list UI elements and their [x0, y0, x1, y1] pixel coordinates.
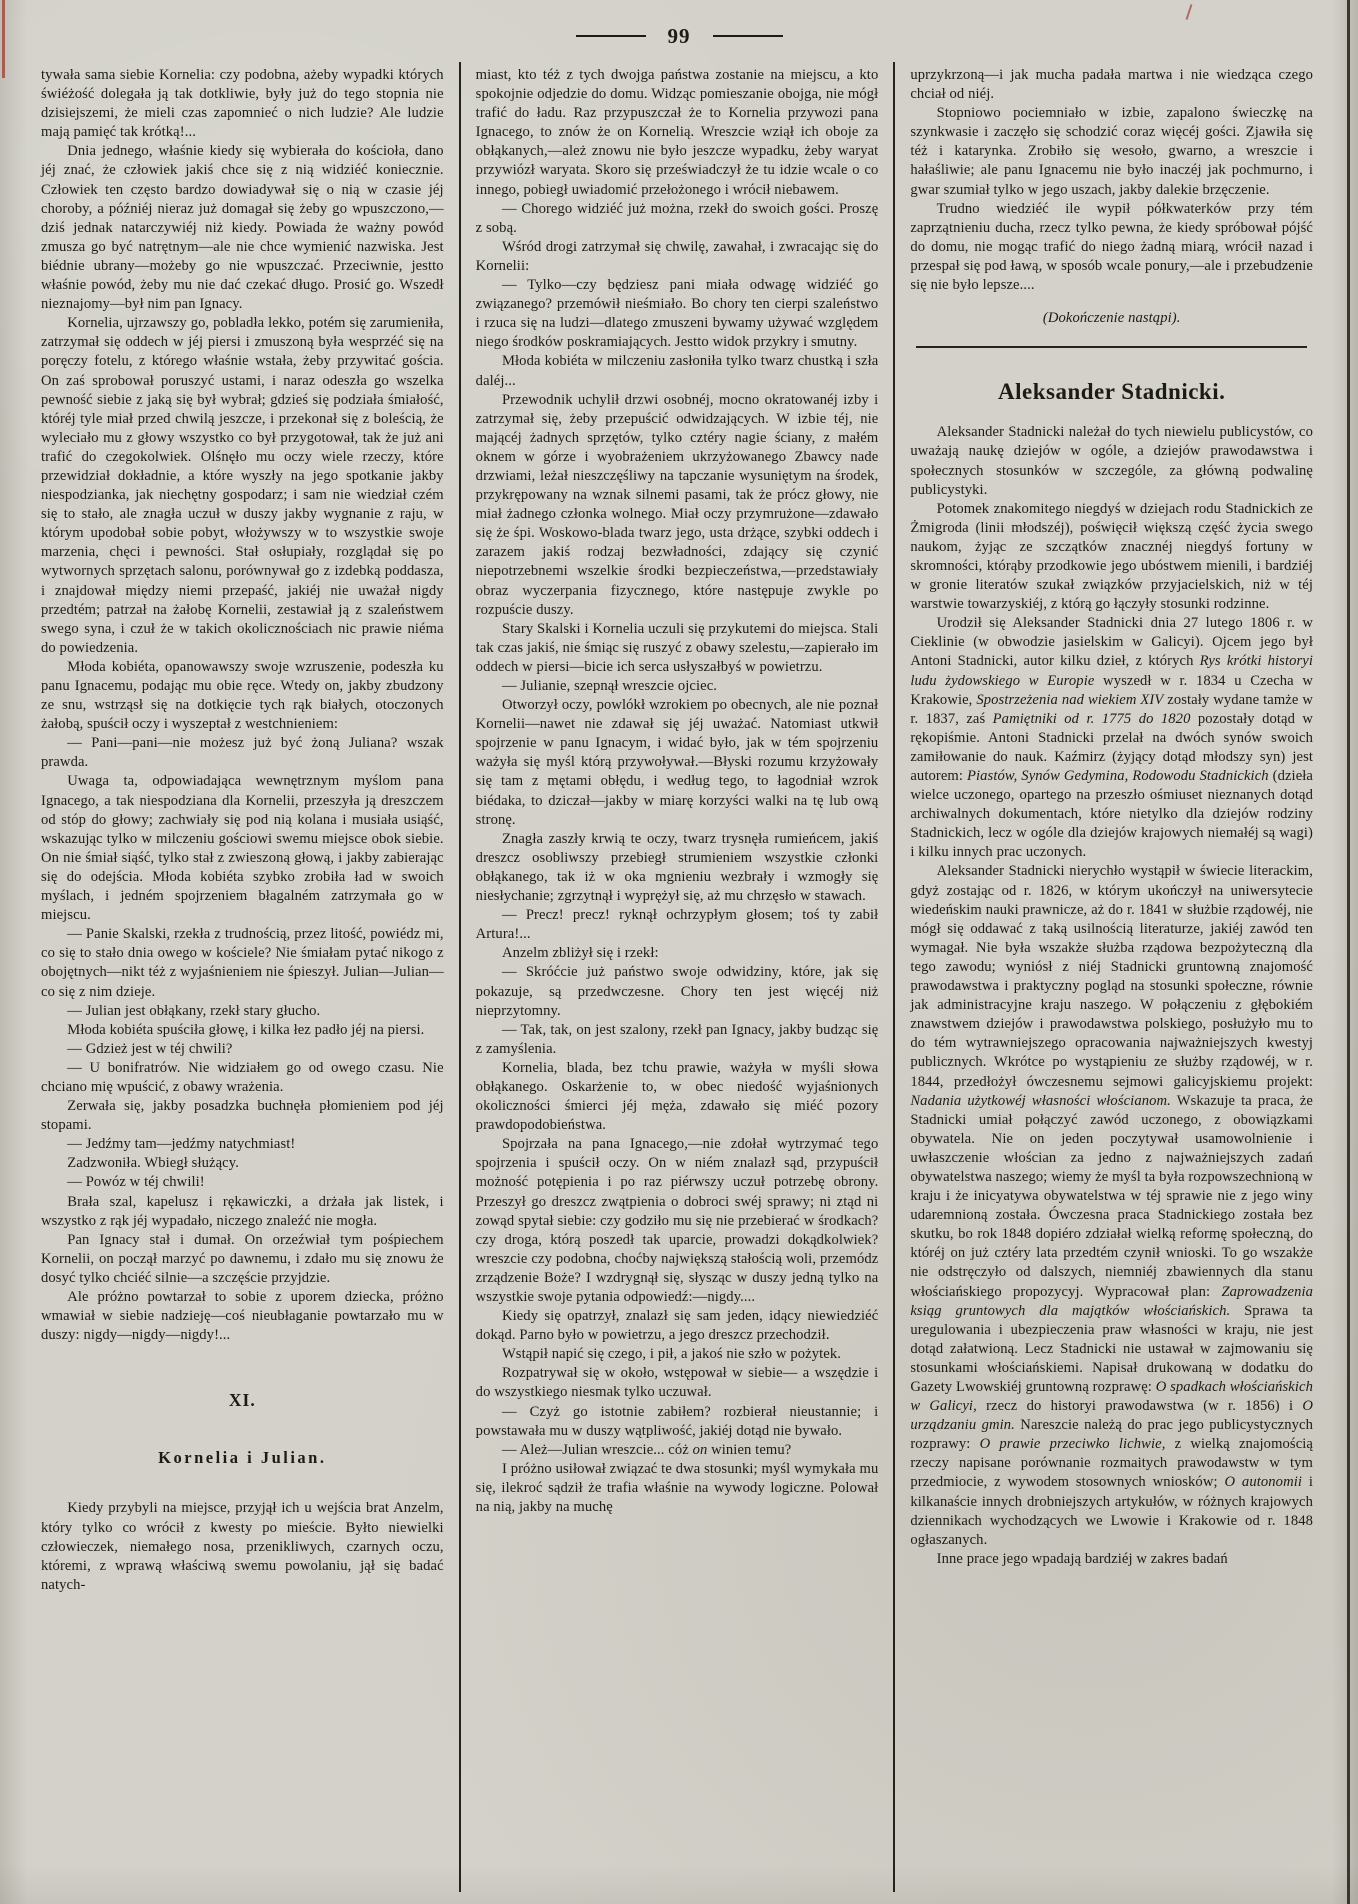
paragraph: [476, 1059, 879, 1135]
text-run: Inne prace jego wpadają bardziéj w zakres badań: [936, 1550, 1228, 1567]
paragraph: [476, 1135, 879, 1307]
paragraph: [476, 391, 879, 620]
page-number-dash-left: [576, 35, 646, 37]
paragraph: [476, 238, 879, 276]
text-run: Wskazuje ta praca, że Stadnicki umiał połączyć zawód uczonego, z obowiązkami obywatela. Nie on jeden poczytywał usamowolnienie i uwłaszczenie włościan za jedno z najważniejszych zadań obywatelstwa naszego; wiemy że myśl ta była rozpowszechnioną w kraju i że inicyatywa obywatelstwa w téj sprawie nie z jego winy udaremnioną została. Ówczesna praca Stadnickiego została bez skutku, bo rok 1848 dopiéro zdziałał wielką reformę społeczną, do któréj on już cztéry lata przedtém czynił wnioski. To go wszakże nie odstręczyło od dalszych, niemniéj zbawiennych dla stanu włościańskiego propozycyj. Wypracował plan:: [910, 1092, 1314, 1300]
text-run: Zerwała się, jakby posadzka buchnęła płomieniem pod jéj stopami.: [41, 1098, 444, 1134]
text-run: miast, kto téż z tych dwojga państwa zostanie na miejscu, a kto spokojnie odjedzie do domu. Widząc pomieszanie obojga, nie mógł trafić do ładu. Raz przypuszczał że to Kornelia przywozi pana Ignacego, to znów że on Kornelią. Wreszcie wziął ich oboje za obłąkanych,—ależ znowu nie było jeszcze wypadku, żeby waryat przywiózł waryata. Skoro się przeświadczył że tu idzie wcale o co innego, pobiegł uwiadomić przełożonego i wrócił niebawem.: [475, 67, 879, 198]
text-run: Stary Skalski i Kornelia uczuli się przykutemi do miejsca. Stali tak czas jakiś, nie śmiąc się ruszyć z obawy szelestu,—zapierało im oddech w piersi—bicie ich serca usłyszałbyś w powietrzu.: [475, 620, 879, 675]
paragraph: [476, 1441, 879, 1460]
paragraph: [476, 963, 879, 1020]
text-run: Brała szal, kapelusz i rękawiczki, a drżała jak listek, i wszystko z rąk jéj wypadało, niczego znaleźć nie mogła.: [41, 1193, 444, 1229]
text-run: uprzykrzoną—i jak mucha padała martwa i nie wiedząca czego chciał od niéj.: [910, 67, 1314, 103]
text-run: Sprawa ta uregulowania i ubezpieczenia praw własności w kraju, nie jest dotąd załatwioną. Lecz Stadnicki nie ustawał w zajmowaniu się stosunkami włościańskiemi. Napisał drukowaną w dodatku do Gazety Lwowskiéj gruntowną rozprawę:: [910, 1302, 1314, 1395]
paragraph: [476, 352, 879, 390]
paragraph: [41, 734, 444, 772]
paragraph: [910, 423, 1313, 499]
text-run: Aleksander Stadnicki.: [998, 379, 1226, 405]
text-run: Ale próżno powtarzał to sobie z uporem dziecka, próżno wmawiał w siebie nadzieję—coś nieubłaganie powtarzało mu w duszy: nigdy—nigdy—nigdy!...: [41, 1289, 444, 1344]
paragraph: [476, 1021, 879, 1059]
continuation-note: [910, 309, 1313, 328]
paragraph: [476, 1345, 879, 1364]
text-run: — Jedźmy tam—jedźmy natychmiast!: [67, 1136, 296, 1153]
text-run: Stopniowo pociemniało w izbie, zapalono świeczkę na szynkwasie i zaczęło się schodzić coraz więcéj gości. Zjawiła się téż i katarynka. Zrobiło się wesoło, gwarno, a wreszcie i hałaśliwie; ale panu Ignacemu nie było inaczéj jak pochmurno, i gwar szumiał tylko w jego uszach, jakby dalekie brzęczenie.: [910, 105, 1314, 198]
paragraph: [41, 142, 444, 314]
text-column-2: [459, 62, 894, 1892]
paragraph: [910, 614, 1313, 862]
italic-text-run: Pamiętniki od r. 1775 do 1820: [992, 710, 1191, 727]
text-column-1: [26, 62, 459, 1892]
paragraph: [41, 314, 444, 658]
text-run: Kornelia, blada, bez tchu prawie, ważyła w myśli słowa obłąkanego. Oskarżenie to, w obec niedość wyjaśnionych okoliczności śmierci jéj męża, zdawało się miéć pozory prawdopodobieństwa.: [475, 1059, 879, 1134]
italic-text-run: Piastów, Synów Gedymina, Rodowodu Stadnickich: [966, 768, 1269, 784]
text-run: — Tylko—czy będziesz pani miała odwagę widziéć go związanego? przemówił nieśmiało. Bo chory ten cierpi szaleństwo i rzuca się na ludzi—dlatego zmuszeni bywamy używać względem niego środków poskramiających. Jestto widok przykry i smutny.: [475, 277, 879, 351]
paragraph-continuation: [476, 66, 879, 200]
text-run: Przewodnik uchylił drzwi osobnéj, mocno okratowanéj izby i zatrzymał się, żeby przepuścić odwidzających. W izbie téj, nie mającéj żadnych sprzętów, tylko cztéry nagie ściany, z małém oknem w górze i wyobrażeniem ukrzyżowanego Zbawcy nade drzwiami, leżał nieszczęśliwy na tapczanie wysuniętym na środek, przykrępowany na wznak silnemi pasami, tak że prócz głowy, nie miał żadnego członka wolnego. Miał oczy przymrużone—zdawało się że śpi. Woskowo-blada twarz jego, usta drżące, szybki oddech i zarazem jakiś rodzaj bezwładności, zdający się czynić niepotrzebnemi wszelkie środki bezpieczeństwa,—przedstawiały obraz wyczerpania fizycznego, które następuje zwykle po rozpuście duszy.: [475, 391, 879, 618]
italic-text-run: O spadkach włościańskich w Galicyi,: [910, 1379, 1314, 1415]
paragraph: [41, 1288, 444, 1345]
paragraph-continuation: [41, 66, 444, 142]
text-run: Młoda kobiéta spuściła głowę, i kilka łez padło jéj na piersi.: [67, 1021, 425, 1038]
text-run: XI.: [228, 1390, 256, 1411]
paragraph: [41, 1154, 444, 1173]
text-column-3: [893, 62, 1328, 1892]
paragraph: [41, 1097, 444, 1135]
text-run: z wielką znajomością rzeczy napisane porównanie rozmaitych prawodawstw w tym przedmiocie, z wywodem stosownych wniosków;: [910, 1436, 1314, 1491]
text-run: i kilkanaście innych drobniejszych artykułów, w różnych krajowych dziennikach wychodzących we Lwowie i Krakowie od r. 1848 ogłaszanych.: [910, 1474, 1314, 1548]
paragraph: [41, 1173, 444, 1192]
section-divider: [916, 346, 1307, 348]
italic-text-run: O urządzaniu gmin.: [910, 1398, 1314, 1434]
text-run: Młoda kobiéta w milczeniu zasłoniła tylko twarz chustką i szła daléj...: [475, 353, 879, 389]
paragraph: [476, 276, 879, 352]
paragraph: [41, 772, 444, 925]
text-run: — Julianie, szepnął wreszcie ojciec.: [501, 678, 718, 694]
text-run: (dzieła wielce uczonego, opartego na przeszło ośmiuset nieznanych dotąd archiwalnych dokumentach, które nietylko dla dziejów rodziny Stadnickich, lecz w ogóle dla dziejów krajowych niemałéj są wagi) i kilku innych prac uczonych.: [910, 768, 1314, 861]
scan-artifact-red-line: [2, 0, 5, 78]
text-run: wyszedł w r. 1834 u Czecha w Krakowie,: [910, 672, 1314, 708]
italic-text-run: Spostrzeżenia nad wiekiem XIV: [976, 691, 1164, 708]
text-run: Kiedy się opatrzył, znalazł się sam jeden, idący niewiedziéć dokąd. Parno było w powietrzu, a jego dreszcz przechodził.: [475, 1308, 879, 1344]
text-run: Zadzwoniła. Wbiegł służący.: [67, 1155, 239, 1172]
text-run: — Ależ—Julian wreszcie... cóż: [501, 1441, 693, 1458]
italic-text-run: Nadania użytkowéj własności włościanom.: [910, 1092, 1171, 1109]
text-run: Aleksander Stadnicki nierychło wystąpił w świecie literackim, gdyż zostając od r. 1826, w którym ukończył na uniwersytecie wiedeńskim nauki prawnicze, aż do r. 1841 w służbie rządowéj, nie mógł się oddawać z taką usilnością literaturze, jakiéj zawód ten wymagał. Nie była wszakże służba rządowa bezpożyteczną dla tego zawodu; wyniósł z niéj Stadnicki gruntowną znajomość prawodawstwa i praktyczny pogląd na stosunki społeczne, równie jak administracyjne kraju naszego. W połączeniu z głębokiém znawstwem dziejów i prawodawstwa polskiego, posłużyło mu to do tém wytrawniejszego opracowania najważniejszych kwestyj publicznych. Wkrótce po wystąpieniu ze służby rządowéj, w r. 1844, przedłożył ówczesnemu sejmowi galicyjskiemu projekt:: [910, 863, 1314, 1090]
page-number: 99: [667, 23, 691, 48]
paragraph: [41, 658, 444, 734]
italic-text-run: on: [692, 1441, 708, 1458]
paragraph: [41, 1002, 444, 1021]
text-run: Urodził się Aleksander Stadnicki dnia 27 lutego 1806 r. w Cieklinie (w obwodzie jasielskim w Galicyi). Ojcem jego był Antoni Stadnicki, autor kilku dzieł, z których: [910, 615, 1314, 670]
text-run: Młoda kobiéta, opanowawszy swoje wzruszenie, podeszła ku panu Ignacemu, podając mu obie ręce. Wtedy on, jakby zbudzony ze snu, wstrząsł się na dotkięcie tych rąk białych, otoczonych żałobą, spuścił oczy i wyszeptał z westchnieniem:: [41, 658, 444, 733]
text-run: (Dokończenie nastąpi).: [1042, 310, 1181, 327]
text-run: winien temu?: [707, 1441, 792, 1458]
text-run: Rozpatrywał się w około, wstępował w siebie— a wszędzie i do wszystkiego niesmak tylko uczuwał.: [475, 1365, 879, 1401]
paragraph: [476, 1403, 879, 1441]
paragraph: [476, 677, 879, 696]
paragraph: [910, 500, 1313, 615]
paragraph: [476, 830, 879, 906]
text-run: tywała sama siebie Kornelia: czy podobna, ażeby wypadki których świéżość dolegała ją tak dotkliwie, były już do tego stopnia nie dzisiejszemi, że mieli czas zapomnieć o nich ludzie? Ale ludzie mają pamięć tak krótką!...: [41, 67, 444, 141]
text-run: Nareszcie należą do prac jego publicystycznych rozprawy:: [910, 1417, 1314, 1453]
text-run: I próżno usiłował związać te dwa stosunki; myśl wymykała mu się, ilekroć sądził że trafia właśnie na wywody logiczne. Polował na nią, jakby na muchę: [475, 1460, 879, 1516]
text-run: — Precz! precz! ryknął ochrzypłym głosem; toś ty zabił Artura!...: [475, 907, 879, 943]
text-run: Uwaga ta, odpowiadająca wewnętrznym myślom pana Ignacego, a tak niespodziana dla Kornelii, przeszyła ją dreszczem od stóp do głowy; zachwiały się pod nią kolana i musiała usiąść, wskazując tylko w milczeniu gościowi swemu miejsce obok siebie. On nie śmiał siąść, tylko stał z zwieszoną głową, i jakby zabierając się do odejścia. Młoda kobiéta szybko zrobiła ład w swoich myślach, i jedném spojrzeniem błagalném zatrzymała go w miejscu.: [41, 773, 444, 924]
text-run: Kornelia, ujrzawszy go, pobladła lekko, potém się zarumieniła, zatrzymał się oddech w jéj piersi i zmuszoną była wesprzéć się na poręczy fotelu, z którego właśnie wstała, żeby przywitać gościa. On zaś sprobował poruszyć ustami, i naraz odeszła go wszelka pewność siebie z jaką się był wybrał; gdzieś się podziała śmiałość, któréj tyle miał przed chwilą jeszcze, i przekonał się z boleścią, że wyleciało mu z głowy wszystko co był przygotował, tak że już ani trafić do czegokolwiek. Olśnęło mu oczy wiele rzeczy, które przewidział dokładnie, a które wyszły na jego spotkanie jakby niespodzianka, jak niechętny gospodarz; i sam nie wiedział czém się to stało, ale znagła uczuł w duszy jakby wygnanie z raju, w którym upodobał sobie pobyt, włożywszy w to wszystkie swoje marzenia, chęci i pewności. Stał osłupiały, rozglądał się po wytwornych sprzętach salonu, porównywał go z izdebką poddasza, i znajdował między niemi przepaść, jakiéj nie uważał nigdy przedtém; patrzał na żałobę Kornelii, zestawiał ją z szaleństwem swego syna, i czuł że w takich okolicznościach nic prawie niéma do powiedzenia.: [41, 315, 444, 656]
text-run: — Czyż go istotnie zabiłem? rozbierał nieustannie; i powstawała mu w duszy wątpliwość, jakiéj dotąd nie bywało.: [475, 1403, 879, 1439]
text-run: — Panie Skalski, rzekła z trudnością, przez litość, powiédz mi, co się to stało dnia owego w kościele? Nie śmiałam pytać nikogo z obojętnych—nikt téż z wyjaśnieniem nie śpieszył. Julian—Julian—co się z nim dzieje.: [41, 926, 444, 1000]
text-run: — Chorego widziéć już można, rzekł do swoich gości. Proszę z sobą.: [475, 200, 879, 236]
paragraph: [476, 696, 879, 830]
text-run: Pan Ignacy stał i dumał. On orzeźwiał tym pośpiechem Kornelii, on począł marzyć po dawnemu, i zdało mu się znowu że dosyć tylko chciéć silnie—a szczęście przyjdzie.: [41, 1231, 444, 1286]
paragraph: [476, 906, 879, 944]
chapter-title: [41, 1448, 444, 1467]
chapter-number: [41, 1391, 444, 1410]
italic-text-run: Zaprowadzenia ksiąg gruntowych dla majątków włościańskich.: [910, 1283, 1314, 1319]
text-run: zostały wydane tamże w r. 1837, zaś: [910, 691, 1314, 727]
article-title: [910, 379, 1313, 405]
text-run: rzecz do historyi prawodawstwa (w r. 1856) i: [976, 1398, 1303, 1415]
paragraph-continuation: [910, 66, 1313, 104]
paragraph: [476, 1460, 879, 1517]
page-edge-line: [1347, 0, 1350, 1904]
italic-text-run: Rys krótki historyi ludu żydowskiego w Europie: [910, 653, 1314, 689]
paragraph: [41, 1059, 444, 1097]
paragraph: [41, 1193, 444, 1231]
text-run: Otworzył oczy, powlókł wzrokiem po obecnych, ale nie poznał Kornelii—nawet nie zdawał się jéj uważać. Natomiast utkwił spojrzenie w panu Ignacym, i widać było, jak w tém spojrzeniu ważyła się myśl którą przywoływał.—Błyski rozumu krzyżowały się tam z mętami obłędu, i według tego, to łagodniał wzrok biédaka, to dziczał—jakby w miarę korzyści walki na tę lub ową stronę.: [475, 697, 879, 828]
text-run: — Pani—pani—nie możesz już być żoną Juliana? wszak prawda.: [41, 735, 444, 771]
text-run: Kiedy przybyli na miejsce, przyjął ich u wejścia brat Anzelm, który tylko co wrócił z kwesty po mieście. Byłto niewielki człowieczek, niemałego nosa, przenikliwych, czarnych oczu, któremi, z wprawą właściwą swemu powolaniu, jął się badać natych-: [41, 1500, 444, 1593]
text-run: — Skróćcie już państwo swoje odwidziny, które, jak się pokazuje, są przedwczesne. Chory ten jest więcéj niż nieprzytomny.: [475, 964, 879, 1019]
paragraph: [910, 200, 1313, 295]
paragraph: [41, 1231, 444, 1288]
paragraph: [41, 1040, 444, 1059]
text-run: pozostały dotąd w rękopiśmie. Antoni Stadnicki przelał na dwóch synów swoich zamiłowanie do nauk. Kaźmirz (żyjący dotąd młodszy syn) jest autorem:: [910, 710, 1314, 784]
paragraph: [910, 104, 1313, 199]
italic-text-run: O autonomii: [1224, 1474, 1303, 1491]
text-run: Spojrzała na pana Ignacego,—nie zdołał wytrzymać tego spojrzenia i spuścił oczy. On w niém znalazł sąd, przypuścił możność potępienia i po raz piérwszy uczuł potrzebę obrony. Przeszył go dreszcz zwątpienia o dobroci swéj sprawy; ni ztąd ni zowąd spytał siebie: czy godziło mu się nie przebierać w środkach? czy droga, którą poszedł tak uparcie, prowadzi dokądkolwiek? wreszcie czy podobna, choćby największą stałością woli, przemódz zrządzenie Boże? I wzdrygnął się, słysząc w duszy jedną tylko na wszystkie swoje pytania odpowiedź:—nigdy....: [475, 1136, 879, 1305]
text-run: Wśród drogi zatrzymał się chwilę, zawahał, i zwracając się do Kornelii:: [475, 238, 879, 274]
paragraph: [476, 620, 879, 677]
paragraph: [41, 1499, 444, 1594]
text-run: — Powóz w téj chwili!: [67, 1174, 205, 1191]
text-run: Aleksander Stadnicki należał do tych niewielu publicystów, co uważają naukę dziejów w ogóle, a dziejów prawodawstwa i społecznych stosunków w szczególe, za główną podwalinę publicystyki.: [910, 424, 1314, 498]
text-run: Kornelia i Julian.: [158, 1448, 327, 1468]
text-run: — Gdzież jest w téj chwili?: [67, 1040, 233, 1057]
paragraph: [476, 1364, 879, 1402]
text-run: Potomek znakomitego niegdyś w dziejach rodu Stadnickich ze Żmigroda (linii młodszéj), poświęcił większą część życia swego naukom, żyjąc ze szczątków znacznéj niegdyś fortuny w skromności, którąby przodkowie jego ubóstwem mienili, i bardziéj w gronie literatów szukał związków przyjacielskich, niż w téj warstwie towarzyskiéj, z którą go łączyły stosunki rodzinne.: [910, 500, 1314, 613]
text-columns: [0, 56, 1358, 1892]
text-run: Znagła zaszły krwią te oczy, twarz trysnęła rumieńcem, jakiś dreszcz osobliwszy przebiegł strumieniem wszystkie członki obłąkanego, tak iż w oka mgnieniu wezbrały i wzmogły się niesłychanie; zgrzytnął i wyprężył się, aż mu chrzęsło w stawach.: [475, 830, 879, 905]
text-run: Anzelm zbliżył się i rzekł:: [501, 945, 659, 962]
text-run: Wstąpił napić się czego, i pił, a jakoś nie szło w pożytek.: [501, 1346, 841, 1363]
paragraph: [910, 862, 1313, 1549]
paragraph: [476, 944, 879, 963]
paragraph: [476, 200, 879, 238]
paragraph: [41, 925, 444, 1001]
page-header: [0, 0, 1358, 56]
paragraph: [910, 1550, 1313, 1569]
italic-text-run: O prawie przeciwko lichwie,: [979, 1436, 1166, 1453]
page-number-dash-right: [713, 35, 783, 37]
paragraph: [41, 1135, 444, 1154]
text-run: — Tak, tak, on jest szalony, rzekł pan Ignacy, jakby budząc się z zamyślenia.: [475, 1021, 879, 1057]
text-run: — U bonifratrów. Nie widziałem go od owego czasu. Nie chciano mię wpuścić, z obawy wrażenia.: [41, 1059, 444, 1095]
paragraph: [41, 1021, 444, 1040]
text-run: — Julian jest obłąkany, rzekł stary głucho.: [67, 1002, 321, 1019]
paragraph: [476, 1307, 879, 1345]
text-run: Trudno wiedziéć ile wypił półkwaterków przy tém zaprzątnieniu ducha, rzecz tylko pewna, że kiedy spróbował pójść do domu, nie mogąc trafić do niego żadną miarą, wrócił nazad i przespał się pod ławą, w sposób wcale ponury,—ale i przebudzenie się nie było lepsze....: [910, 200, 1314, 294]
text-run: Dnia jednego, właśnie kiedy się wybierała do kościoła, dano jéj znać, że człowiek jakiś chce się z nią widziéć koniecznie. Człowiek ten często bardzo dowiadywał się o nią w czasie jéj choroby, a późniéj nieraz już domagał się żeby go wpuszczono,—dziś jednak natarczywiéj niż kiedy. Powiada że ważny powód zmusza go być natrętnym—ale nie chce wymienić nazwiska. Jest biédnie ubrany—możeby go nie wpuszczać. Przeciwnie, jestto właśnie powód, żeby mu nie dać czekać długo. Prosić go. Wszedł nieznajomy—był nim pan Ignacy.: [41, 143, 444, 313]
